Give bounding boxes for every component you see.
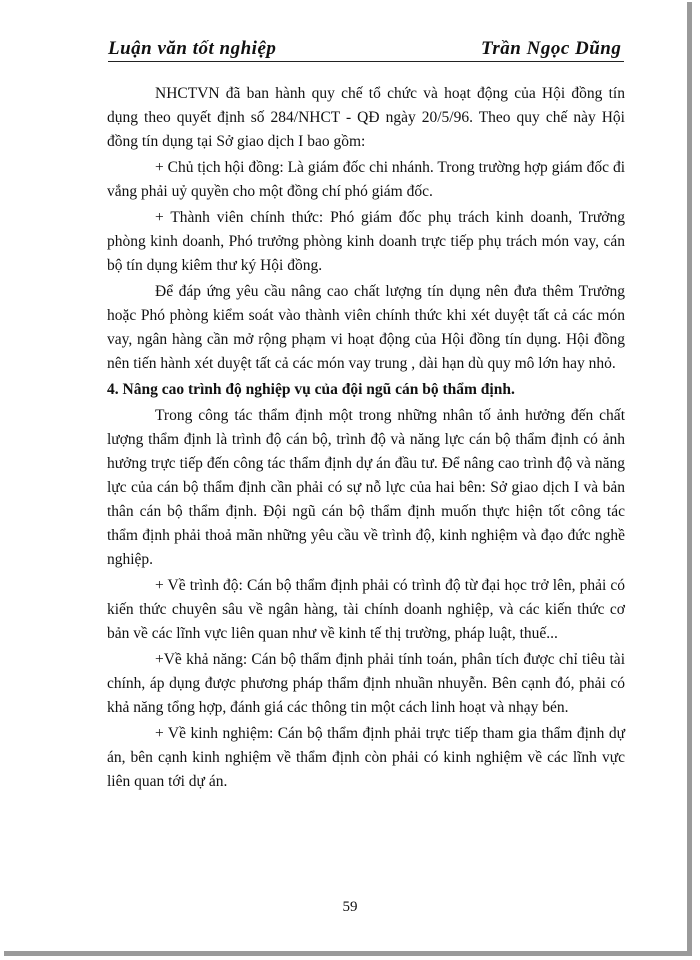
header-author-right: Trần Ngọc Dũng xyxy=(481,38,622,59)
document-body xyxy=(107,82,625,796)
section-heading: 4. Nâng cao trình độ nghiệp vụ của đội ngũ cán bộ thẩm định. xyxy=(107,381,515,398)
header-title-left: Luận văn tốt nghiệp xyxy=(108,38,277,59)
paragraph-experience: + Về kinh nghiệm: Cán bộ thẩm định phải trực tiếp tham gia thẩm định dự án, bên cạnh kinh nghiệm về thẩm định còn phải có kinh nghiệm về các lĩnh vực liên quan tới dự án. xyxy=(107,725,625,790)
page-number: 59 xyxy=(342,899,358,915)
header-divider xyxy=(108,61,624,62)
paragraph-ability: +Về khả năng: Cán bộ thẩm định phải tính toán, phân tích được chỉ tiêu tài chính, áp dụng được phương pháp thẩm định nhuần nhuyễn. Bên cạnh đó, phải có khả năng tổng hợp, đánh giá các thông tin một cách linh hoạt và nhạy bén. xyxy=(107,651,625,716)
paragraph-council-members: + Thành viên chính thức: Phó giám đốc phụ trách kinh doanh, Trưởng phòng kinh doanh, Phó trưởng phòng kinh doanh trực tiếp phụ trách món vay, cán bộ tín dụng kiêm thư ký Hội đồng. xyxy=(107,209,625,274)
paragraph-council-chairman: + Chủ tịch hội đồng: Là giám đốc chi nhánh. Trong trường hợp giám đốc đi vắng phải uỷ quyền cho một đồng chí phó giám đốc. xyxy=(107,159,625,200)
paragraph-council-recommendation: Để đáp ứng yêu cầu nâng cao chất lượng tín dụng nên đưa thêm Trưởng hoặc Phó phòng kiểm soát vào thành viên chính thức khi xét duyệt tất cả các món vay, ngân hàng cần mở rộng phạm vi hoạt động của Hội đồng tín dụng. Hội đồng nên tiến hành xét duyệt tất cả các món vay trung , dài hạn dù quy mô lớn hay nhỏ. xyxy=(107,283,625,372)
paragraph-qualification: + Về trình độ: Cán bộ thẩm định phải có trình độ từ đại học trở lên, phải có kiến thức chuyên sâu về ngân hàng, tài chính doanh nghiệp, và các kiến thức cơ bản về các lĩnh vực liên quan như về kinh tế thị trường, pháp luật, thuế... xyxy=(107,577,625,642)
paragraph-credit-council-intro: NHCTVN đã ban hành quy chế tổ chức và hoạt động của Hội đồng tín dụng theo quyết định số 284/NHCT - QĐ ngày 20/5/96. Theo quy chế này Hội đồng tín dụng tại Sở giao dịch I bao gồm: xyxy=(107,85,625,150)
paragraph-appraisal-staff: Trong công tác thẩm định một trong những nhân tố ảnh hưởng đến chất lượng thẩm định là trình độ cán bộ, trình độ và năng lực cán bộ thẩm định có ảnh hưởng trực tiếp đến công tác thẩm định dự án đầu tư. Để nâng cao trình độ và năng lực của cán bộ thẩm định cần phải có sự nỗ lực của hai bên: Sở giao dịch I và bản thân cán bộ thẩm định. Đội ngũ cán bộ thẩm định muốn thực hiện tốt công tác thẩm định phải thoả mãn những yêu cầu về trình độ, kinh nghiệm và đạo đức nghề nghiệp. xyxy=(107,407,625,568)
